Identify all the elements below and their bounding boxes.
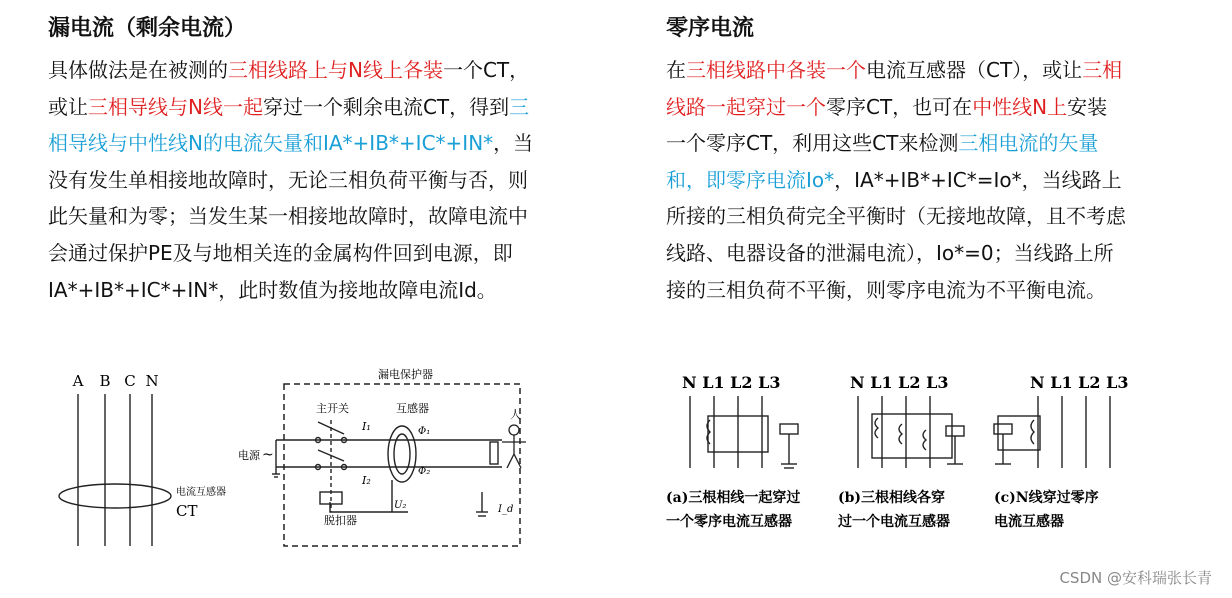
phase-label-a: A bbox=[72, 372, 84, 390]
phase-label-b: B bbox=[99, 372, 111, 390]
rcd-box-label: 漏电保护器 bbox=[378, 368, 433, 381]
left-section bbox=[48, 12, 538, 308]
main-switch-label: 主开关 bbox=[316, 402, 349, 415]
right-seg-0: 在 bbox=[666, 58, 686, 82]
person-label: 人 bbox=[510, 408, 521, 421]
left-seg-1: 三相线路上与N线上各装 bbox=[228, 58, 443, 82]
right-paragraph bbox=[666, 52, 1126, 308]
right-seg-2: 电流互感器（CT），或让 bbox=[866, 58, 1083, 82]
watermark: CSDN @安科瑞张长青 bbox=[1059, 569, 1212, 587]
i2-label: I₂ bbox=[362, 474, 371, 487]
caption-b-line1: (b)三根相线各穿 bbox=[838, 490, 946, 506]
left-paragraph bbox=[48, 52, 538, 308]
caption-c-line1: (c)N线穿过零序 bbox=[994, 490, 1099, 506]
phase-label-c: C bbox=[124, 372, 136, 390]
u2-label: U₂ bbox=[394, 500, 407, 511]
rcd-diagram bbox=[232, 362, 532, 552]
caption-a-line1: (a)三根相线一起穿过 bbox=[666, 490, 801, 506]
id-label: I_d bbox=[498, 504, 514, 515]
right-seg-4: 零序CT，也可在 bbox=[826, 94, 973, 119]
config-a bbox=[690, 396, 798, 468]
caption-b-line2: 过一个电流互感器 bbox=[838, 514, 950, 530]
right-seg-1: 三相线路中各装一个 bbox=[686, 58, 866, 82]
header-a: N L1 L2 L3 bbox=[682, 373, 781, 392]
caption-c-line2: 电流互感器 bbox=[994, 514, 1064, 530]
left-seg-4: 穿过一个剩余电流CT，得到 bbox=[262, 94, 510, 119]
right-seg-3: 三相线路一起穿过一个 bbox=[666, 58, 1123, 119]
power-label: 电源 bbox=[238, 449, 260, 462]
phase-label-n: N bbox=[145, 372, 159, 390]
ct-label: 电流互感器 bbox=[176, 487, 226, 498]
right-seg-5: 中性线N上 bbox=[972, 94, 1068, 119]
ac-symbol: ~ bbox=[262, 447, 274, 463]
right-title: 零序电流 bbox=[666, 16, 755, 41]
rcd-wiring bbox=[272, 420, 502, 516]
phi1-label: Φ₁ bbox=[418, 426, 431, 437]
phi2-label: Φ₂ bbox=[418, 466, 431, 477]
left-seg-5: 三相导线与中性线N的电流矢量和IA*+IB*+IC*+IN* bbox=[48, 94, 530, 156]
ct-ring bbox=[59, 484, 171, 508]
transformer-label: 互感器 bbox=[396, 402, 429, 415]
person-icon bbox=[502, 425, 526, 468]
left-seg-3: 三相导线与N线一起 bbox=[88, 94, 263, 119]
left-seg-6: ，当没有发生单相接地故障时，无论三相负荷平衡与否，则此矢量和为零；当发生某一相接地故障时，故障电流中会通过保护PE及与地相关连的金属构件回到电源，即IA*+IB*+IC*+IN*，此时数值为接地故障电流Id。 bbox=[48, 131, 534, 302]
right-seg-8: ，IA*+IB*+IC*=Io*，当线路上所接的三相负荷完全平衡时（无接地故障，且不考虑线路、电器设备的泄漏电流），Io*=0；当线路上所接的三相负荷不平衡，则零序电流为不平衡电流。 bbox=[666, 167, 1126, 302]
i1-label: I₁ bbox=[362, 420, 371, 433]
left-title: 漏电流（剩余电流） bbox=[48, 16, 247, 41]
config-c bbox=[994, 396, 1110, 468]
ct-abbr: CT bbox=[176, 502, 198, 520]
config-b bbox=[858, 396, 964, 468]
right-section bbox=[666, 12, 1126, 308]
right-seg-6: 安装一个零序CT，利用这些CT来检测 bbox=[666, 94, 1108, 156]
header-b: N L1 L2 L3 bbox=[850, 373, 949, 392]
header-c: N L1 L2 L3 bbox=[1030, 373, 1129, 392]
release-label: 脱扣器 bbox=[324, 514, 357, 527]
left-seg-0: 具体做法是在被测的 bbox=[48, 58, 228, 82]
phase-lines bbox=[78, 394, 152, 546]
caption-a-line2: 一个零序电流互感器 bbox=[666, 514, 792, 530]
right-seg-7: 三相电流的矢量和，即零序电流Io* bbox=[666, 131, 1099, 192]
left-seg-2: 一个CT，或让 bbox=[48, 58, 530, 119]
zero-sequence-diagram bbox=[664, 368, 1134, 538]
